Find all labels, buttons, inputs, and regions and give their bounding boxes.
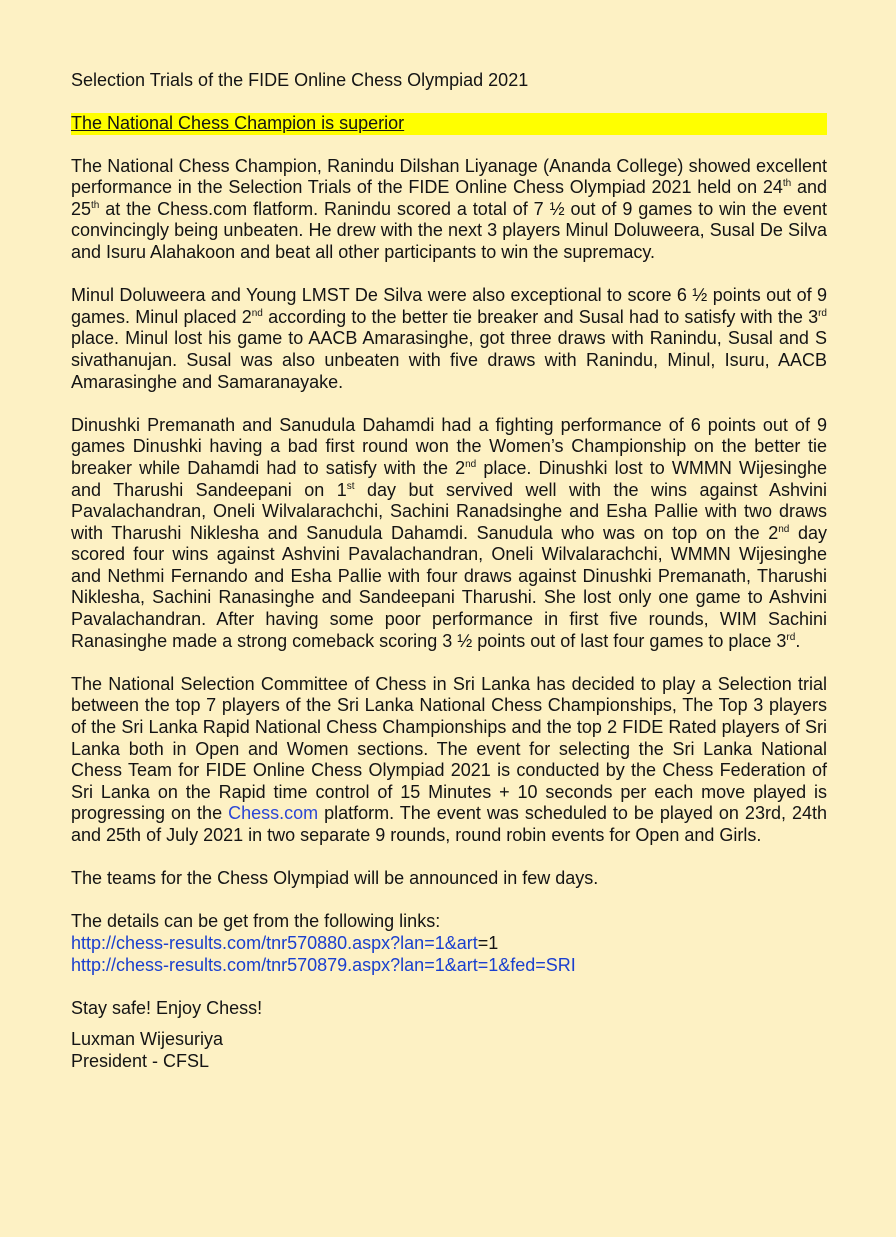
paragraph-women	[71, 415, 827, 653]
text: at the Chess.com flatform. Ranindu scored a total of 7 ½ out of 9 games to win the event convincingly being unbeaten. He drew with the next 3 players Minul Doluweera, Susal De Silva and Isuru Alahakoon and beat all other participants to win the supremacy.	[71, 198, 827, 262]
paragraph-announcement: The teams for the Chess Olympiad will be announced in few days.	[71, 868, 599, 889]
superscript: rd	[786, 631, 796, 643]
results-link-women[interactable]: http://chess-results.com/tnr570879.aspx?lan=1&art=1&fed=SRI	[71, 954, 576, 975]
text: Dinushki Premanath and Sanudula Dahamdi had a fighting performance of 6 points out of 9 games Dinushki having a bad first round won the Women’s Championship on the better tie breaker while Dahamdi had to satisfy with the 2	[71, 414, 827, 478]
results-link-open[interactable]: http://chess-results.com/tnr570880.aspx?lan=1&art	[71, 932, 478, 953]
details-label: The details can be get from the following links:	[71, 911, 441, 932]
text: The National Chess Champion, Ranindu Dilshan Liyanage (Ananda College) showed excellent performance in the Selection Trials of the FIDE Online Chess Olympiad 2021 held on 24	[71, 155, 827, 198]
superscript: th	[782, 178, 792, 190]
paragraph-selection-committee	[71, 674, 827, 847]
paragraph-runners-up	[71, 285, 827, 393]
chess-com-link[interactable]: Chess.com	[228, 803, 319, 824]
paragraph-champion	[71, 156, 827, 264]
article-title: Selection Trials of the FIDE Online Chess Olympiad 2021	[71, 70, 529, 90]
text: platform. The event was scheduled to be played on 23rd, 24th and 25th of July 2021 in two separate 9 rounds, round robin events for Open and Girls.	[71, 803, 827, 845]
superscript: nd	[465, 458, 477, 470]
text: place. Minul lost his game to AACB Amarasinghe, got three draws with Ranindu, Susal and S sivathanujan. Susal was also unbeaten with five draws with Ranindu, Minul, Isuru, AACB Amarasinghe and Samaranayake.	[71, 328, 827, 392]
text: day scored four wins against Ashvini Pavalachandran, Oneli Wilvalarachchi, WMMN Wijesinghe and Nethmi Fernando and Esha Pallie with four draws against Dinushki Premanath, Tharushi Niklesha, Sachini Ranasinghe and Sandeepani Tharushi. She lost only one game to Ashvini Pavalachandran. After having some poor performance in first five rounds, WIM Sachini Ranasinghe made a strong comeback scoring 3 ½ points out of last four games to place 3	[71, 522, 827, 651]
link-line-1	[71, 933, 827, 955]
link-line-2	[71, 955, 827, 977]
text: and 25	[71, 177, 827, 219]
signature-name: Luxman Wijesuriya	[71, 1029, 224, 1050]
link-tail: =1	[477, 932, 499, 953]
superscript: nd	[778, 523, 790, 535]
text: day but servived well with the wins against Ashvini Pavalachandran, Oneli Wilvalarachchi, Sachini Ranadsinghe and Esha Pallie with two draws with Tharushi Niklesha and Sanudula Dahamdi. Sanudula who was on top on the 2	[71, 479, 828, 543]
text: The National Selection Committee of Chess in Sri Lanka has decided to play a Selection trial between the top 7 players of the Sri Lanka National Chess Championships, The Top 3 players of the Sri Lanka Rapid National Chess Championships and the top 2 FIDE Rated players of Sri Lanka both in Open and Women sections. The event for selecting the Sri Lanka National Chess Team for FIDE Online Chess Olympiad 2021 is conducted by the Chess Federation of Sri Lanka on the Rapid time control of 15 Minutes + 10 seconds per each move played is progressing on the	[71, 673, 827, 824]
signature-role: President - CFSL	[71, 1050, 210, 1071]
text: according to the better tie breaker and Susal had to satisfy with the 3	[262, 306, 819, 327]
highlighted-subtitle: The National Chess Champion is superior	[71, 113, 827, 135]
article	[71, 70, 827, 1073]
text: .	[795, 630, 801, 651]
closing-line: Stay safe! Enjoy Chess!	[71, 997, 263, 1018]
text: place. Dinushki lost to WMMN Wijesinghe and Tharushi Sandeepani on 1	[71, 457, 827, 500]
superscript: nd	[251, 307, 263, 319]
superscript: th	[91, 199, 100, 211]
superscript: rd	[818, 307, 827, 319]
text: Minul Doluweera and Young LMST De Silva were also exceptional to score 6 ½ points out of 9 games. Minul placed 2	[71, 285, 827, 327]
superscript: st	[346, 480, 355, 492]
